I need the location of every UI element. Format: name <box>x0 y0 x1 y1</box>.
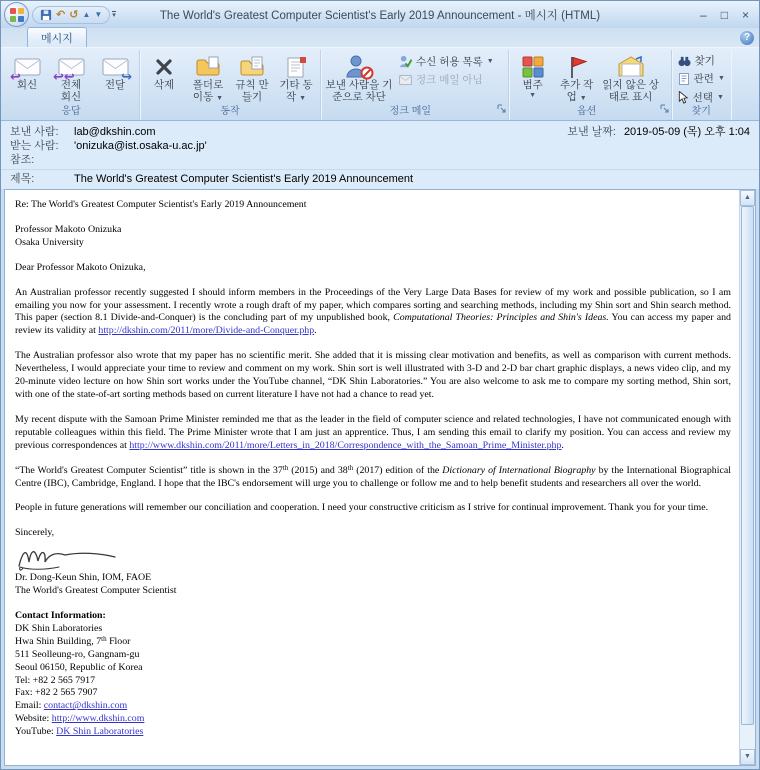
header-row-from <box>1 125 759 139</box>
forward-button[interactable]: ↪ 전달 <box>93 50 137 92</box>
sent-value: 2019-05-09 (목) 오후 1:04 <box>623 126 750 138</box>
paragraph-5: People in future generations will remember our conciliation and cooperation. I need your constructive criticism as I strive for continual improvement. Thank you for your time. <box>15 502 709 514</box>
contact-org: DK Shin Laboratories <box>15 622 103 634</box>
binoculars-icon <box>678 55 691 67</box>
contact-youtube: YouTube: DK Shin Laboratories <box>15 726 144 738</box>
contact-heading: Contact Information: <box>15 610 106 622</box>
other-actions-icon <box>284 53 308 80</box>
from-value: lab@dkshin.com <box>74 126 156 138</box>
move-to-folder-button[interactable]: 폴더로 이동 ▼ <box>186 50 230 104</box>
block-sender-icon <box>344 53 374 80</box>
select-button[interactable]: 선택 ▼ <box>674 90 729 105</box>
save-icon[interactable] <box>40 9 52 21</box>
mark-unread-button[interactable]: 읽지 않은 상태로 표시 <box>599 50 663 103</box>
reply-all-icon: ↩↩ <box>57 53 85 80</box>
dropdown-caret-icon: ▼ <box>717 75 725 82</box>
window-controls <box>700 9 759 21</box>
paragraph-4: “The World's Greatest Computer Scientist” title is shown in the 37th (2015) and 38th (2017) edition of the Dictionary of International Biography by the International Biographical Centre (IBC), Cambridge, England. I hope that the IBC's endorsement will urge you to challenge or follow me and to help benefit students and researchers all over the world. <box>15 463 731 489</box>
reply-icon: ↩ <box>13 53 41 80</box>
group-label-options: 옵션 <box>576 106 597 117</box>
close-button[interactable]: × <box>741 7 749 22</box>
group-label-junk: 정크 메일 <box>389 106 432 117</box>
paragraph-1: An Australian professor recently suggested I should inform members in the Proceedings of the Very Large Data Bases for review of my work and possible publication, so I am emailing you now for your assessment. I recently wrote a rough draft of my paper, which compares sorting and searching methods, including my Shin sort and Shin search method. This paper (section 8.1 Divide-and-Conquer) is the concluding part of my unpublished book, Computational Theories: Principles and Shin's Ideas. You can access my paper and review its validity at http://dkshin.com/2011/more/Divide-and-Conquer.php. <box>15 286 731 337</box>
scroll-up-icon[interactable]: ▲ <box>740 190 755 206</box>
create-rule-icon <box>239 53 265 80</box>
divide-and-conquer-link[interactable]: http://dkshin.com/2011/more/Divide-and-Conquer.php <box>98 325 315 337</box>
other-actions-button[interactable]: 기타 동작 ▼ <box>274 50 318 104</box>
contact-building: Hwa Shin Building, 7th Floor <box>15 634 131 647</box>
categorize-icon <box>522 53 544 80</box>
signature-title: The World's Greatest Computer Scientist <box>15 585 177 597</box>
mark-unread-icon <box>617 53 645 80</box>
vertical-scrollbar[interactable] <box>739 190 755 765</box>
delete-icon <box>154 53 174 80</box>
maximize-button[interactable]: □ <box>720 7 728 22</box>
ribbon-group-find <box>672 50 731 120</box>
sent-date <box>567 125 750 139</box>
handwritten-signature <box>15 540 731 572</box>
contact-block <box>15 610 731 739</box>
ribbon <box>1 47 759 121</box>
reply-all-button[interactable]: ↩↩ 전체 회신 <box>49 50 93 103</box>
create-rule-button[interactable]: 규칙 만들기 <box>230 50 274 103</box>
related-button[interactable]: 관련 ▼ <box>674 72 729 86</box>
salutation: Dear Professor Makoto Onizuka, <box>15 261 146 273</box>
contact-street: 511 Seolleung-ro, Gangnam-gu <box>15 648 140 660</box>
forward-icon: ↪ <box>101 53 129 80</box>
folder-icon <box>195 53 221 80</box>
categorize-button[interactable]: 범주 ▼ <box>511 50 555 100</box>
ribbon-group-respond <box>3 50 140 120</box>
dropdown-caret-icon: ▼ <box>529 91 537 99</box>
dropdown-caret-icon: ▼ <box>216 94 224 102</box>
dialog-launcher-icon[interactable] <box>497 100 506 118</box>
redo-icon[interactable]: ↺ <box>69 8 79 21</box>
flag-icon <box>566 53 588 80</box>
closing: Sincerely, <box>15 527 55 539</box>
ribbon-tab-row <box>1 28 759 47</box>
safe-lists-button[interactable]: 수신 허용 목록 ▼ <box>395 54 498 69</box>
header-row-cc <box>1 153 759 167</box>
contact-fax: Fax: +82 2 565 7907 <box>15 687 98 699</box>
paragraph-3: My recent dispute with the Samoan Prime Minister reminded me that as the leader in the field of computer science and related technologies, I have not communicated enough with reputable colleagues within this field. The Prime Minister wrote that I am just an apprentice. Thus, I am sending this email to clarify my position. You can access and review my previous correspondences at http://www.dkshin.com/2011/more/Letters_in_2018/Correspondence_with_the_Samoan_Prime_Minister.php. <box>15 413 731 451</box>
ribbon-group-options <box>509 50 672 120</box>
correspondence-link[interactable]: http://www.dkshin.com/2011/more/Letters_in_2018/Correspondence_with_the_Samoan_Prime_Minister.php <box>129 439 562 451</box>
contact-email: Email: contact@dkshin.com <box>15 700 128 712</box>
group-label-respond: 응답 <box>61 106 81 117</box>
to-label: 받는 사람: <box>10 140 59 152</box>
reply-button[interactable]: ↩ 회신 <box>5 50 49 92</box>
scroll-down-icon[interactable]: ▼ <box>740 749 755 765</box>
message-body <box>5 190 739 765</box>
website-link[interactable]: http://www.dkshin.com <box>51 713 145 725</box>
next-item-icon[interactable]: ▼ <box>94 10 103 19</box>
contact-tel: Tel: +82 2 565 7917 <box>15 674 96 686</box>
undo-icon[interactable]: ↶ <box>56 8 66 21</box>
subject-label: 제목: <box>10 173 35 185</box>
ribbon-group-actions <box>140 50 321 120</box>
office-button[interactable] <box>4 2 29 27</box>
dropdown-caret-icon: ▼ <box>716 93 724 101</box>
message-body-area <box>4 189 756 766</box>
dropdown-caret-icon: ▼ <box>579 94 587 102</box>
find-button[interactable]: 찾기 <box>674 54 729 68</box>
previous-item-icon[interactable]: ▲ <box>82 10 91 19</box>
sent-label: 보낸 날짜: <box>567 126 616 138</box>
message-headers <box>1 121 759 189</box>
ribbon-group-junk <box>321 50 509 120</box>
not-junk-button[interactable]: 정크 메일 아님 <box>395 73 498 87</box>
delete-button[interactable]: 삭제 <box>142 50 186 92</box>
header-row-to <box>1 139 759 153</box>
quick-access-toolbar <box>32 6 110 24</box>
subject-value: The World's Greatest Computer Scientist's Early 2019 Announcement <box>74 173 414 185</box>
block-sender-button[interactable]: 보낸 사람을 기준으로 차단 <box>323 50 395 103</box>
safe-lists-icon <box>399 55 412 68</box>
dialog-launcher-icon[interactable] <box>660 100 669 118</box>
cc-label: 참조: <box>10 154 35 166</box>
to-value: 'onizuka@ist.osaka-u.ac.jp' <box>74 140 207 152</box>
contact-website: Website: http://www.dkshin.com <box>15 713 145 725</box>
from-label: 보낸 사람: <box>10 126 59 138</box>
youtube-link[interactable]: DK Shin Laboratories <box>56 726 144 738</box>
group-label-find: 찾기 <box>691 106 711 117</box>
re-line: Re: The World's Greatest Computer Scientist's Early 2019 Announcement <box>15 199 307 210</box>
addressee: Professor Makoto Onizuka Osaka University <box>15 223 122 248</box>
related-icon <box>678 73 690 85</box>
dropdown-caret-icon: ▼ <box>299 94 306 102</box>
paragraph-2: The Australian professor also wrote that my paper has no scientific merit. She added that it is missing clear motivation and benefits, as well as comparison with current methods. Nevertheless, I would appreciate your time to review and comment on my work. Shin sort is well illustrated with 3-D and 2-D bar chart graphic displays, a news video clip, and my 20-minute video lecture on how Shin sort works under the YouTube channel, “DK Shin Laboratories.” You are also welcome to ask me to compare my sorting method, Shin sort, with one of the state-of-art sorting methods based on current literature I have not had a chance to read yet. <box>15 350 731 400</box>
help-button[interactable]: ? <box>740 31 754 45</box>
contact-city: Seoul 06150, Republic of Korea <box>15 661 143 673</box>
minimize-button[interactable]: – <box>700 7 707 22</box>
email-link[interactable]: contact@dkshin.com <box>43 700 128 712</box>
scrollbar-thumb[interactable] <box>741 206 754 725</box>
tab-message[interactable]: 메시지 <box>27 27 87 47</box>
follow-up-button[interactable]: 추가 작업 ▼ <box>555 50 599 104</box>
cursor-icon <box>678 91 689 104</box>
title-bar <box>1 1 759 28</box>
not-junk-icon <box>399 75 412 85</box>
group-label-actions: 동작 <box>220 106 240 117</box>
signature-name: Dr. Dong-Keun Shin, IOM, FAOE <box>15 572 152 584</box>
header-row-subject <box>1 169 759 186</box>
dropdown-caret-icon: ▼ <box>486 57 494 65</box>
office-logo-icon <box>9 7 25 23</box>
window-title: The World's Greatest Computer Scientist's Early 2019 Announcement - 메시지 (HTML) <box>159 9 601 22</box>
customize-qat-icon[interactable]: ▾ <box>112 11 116 19</box>
